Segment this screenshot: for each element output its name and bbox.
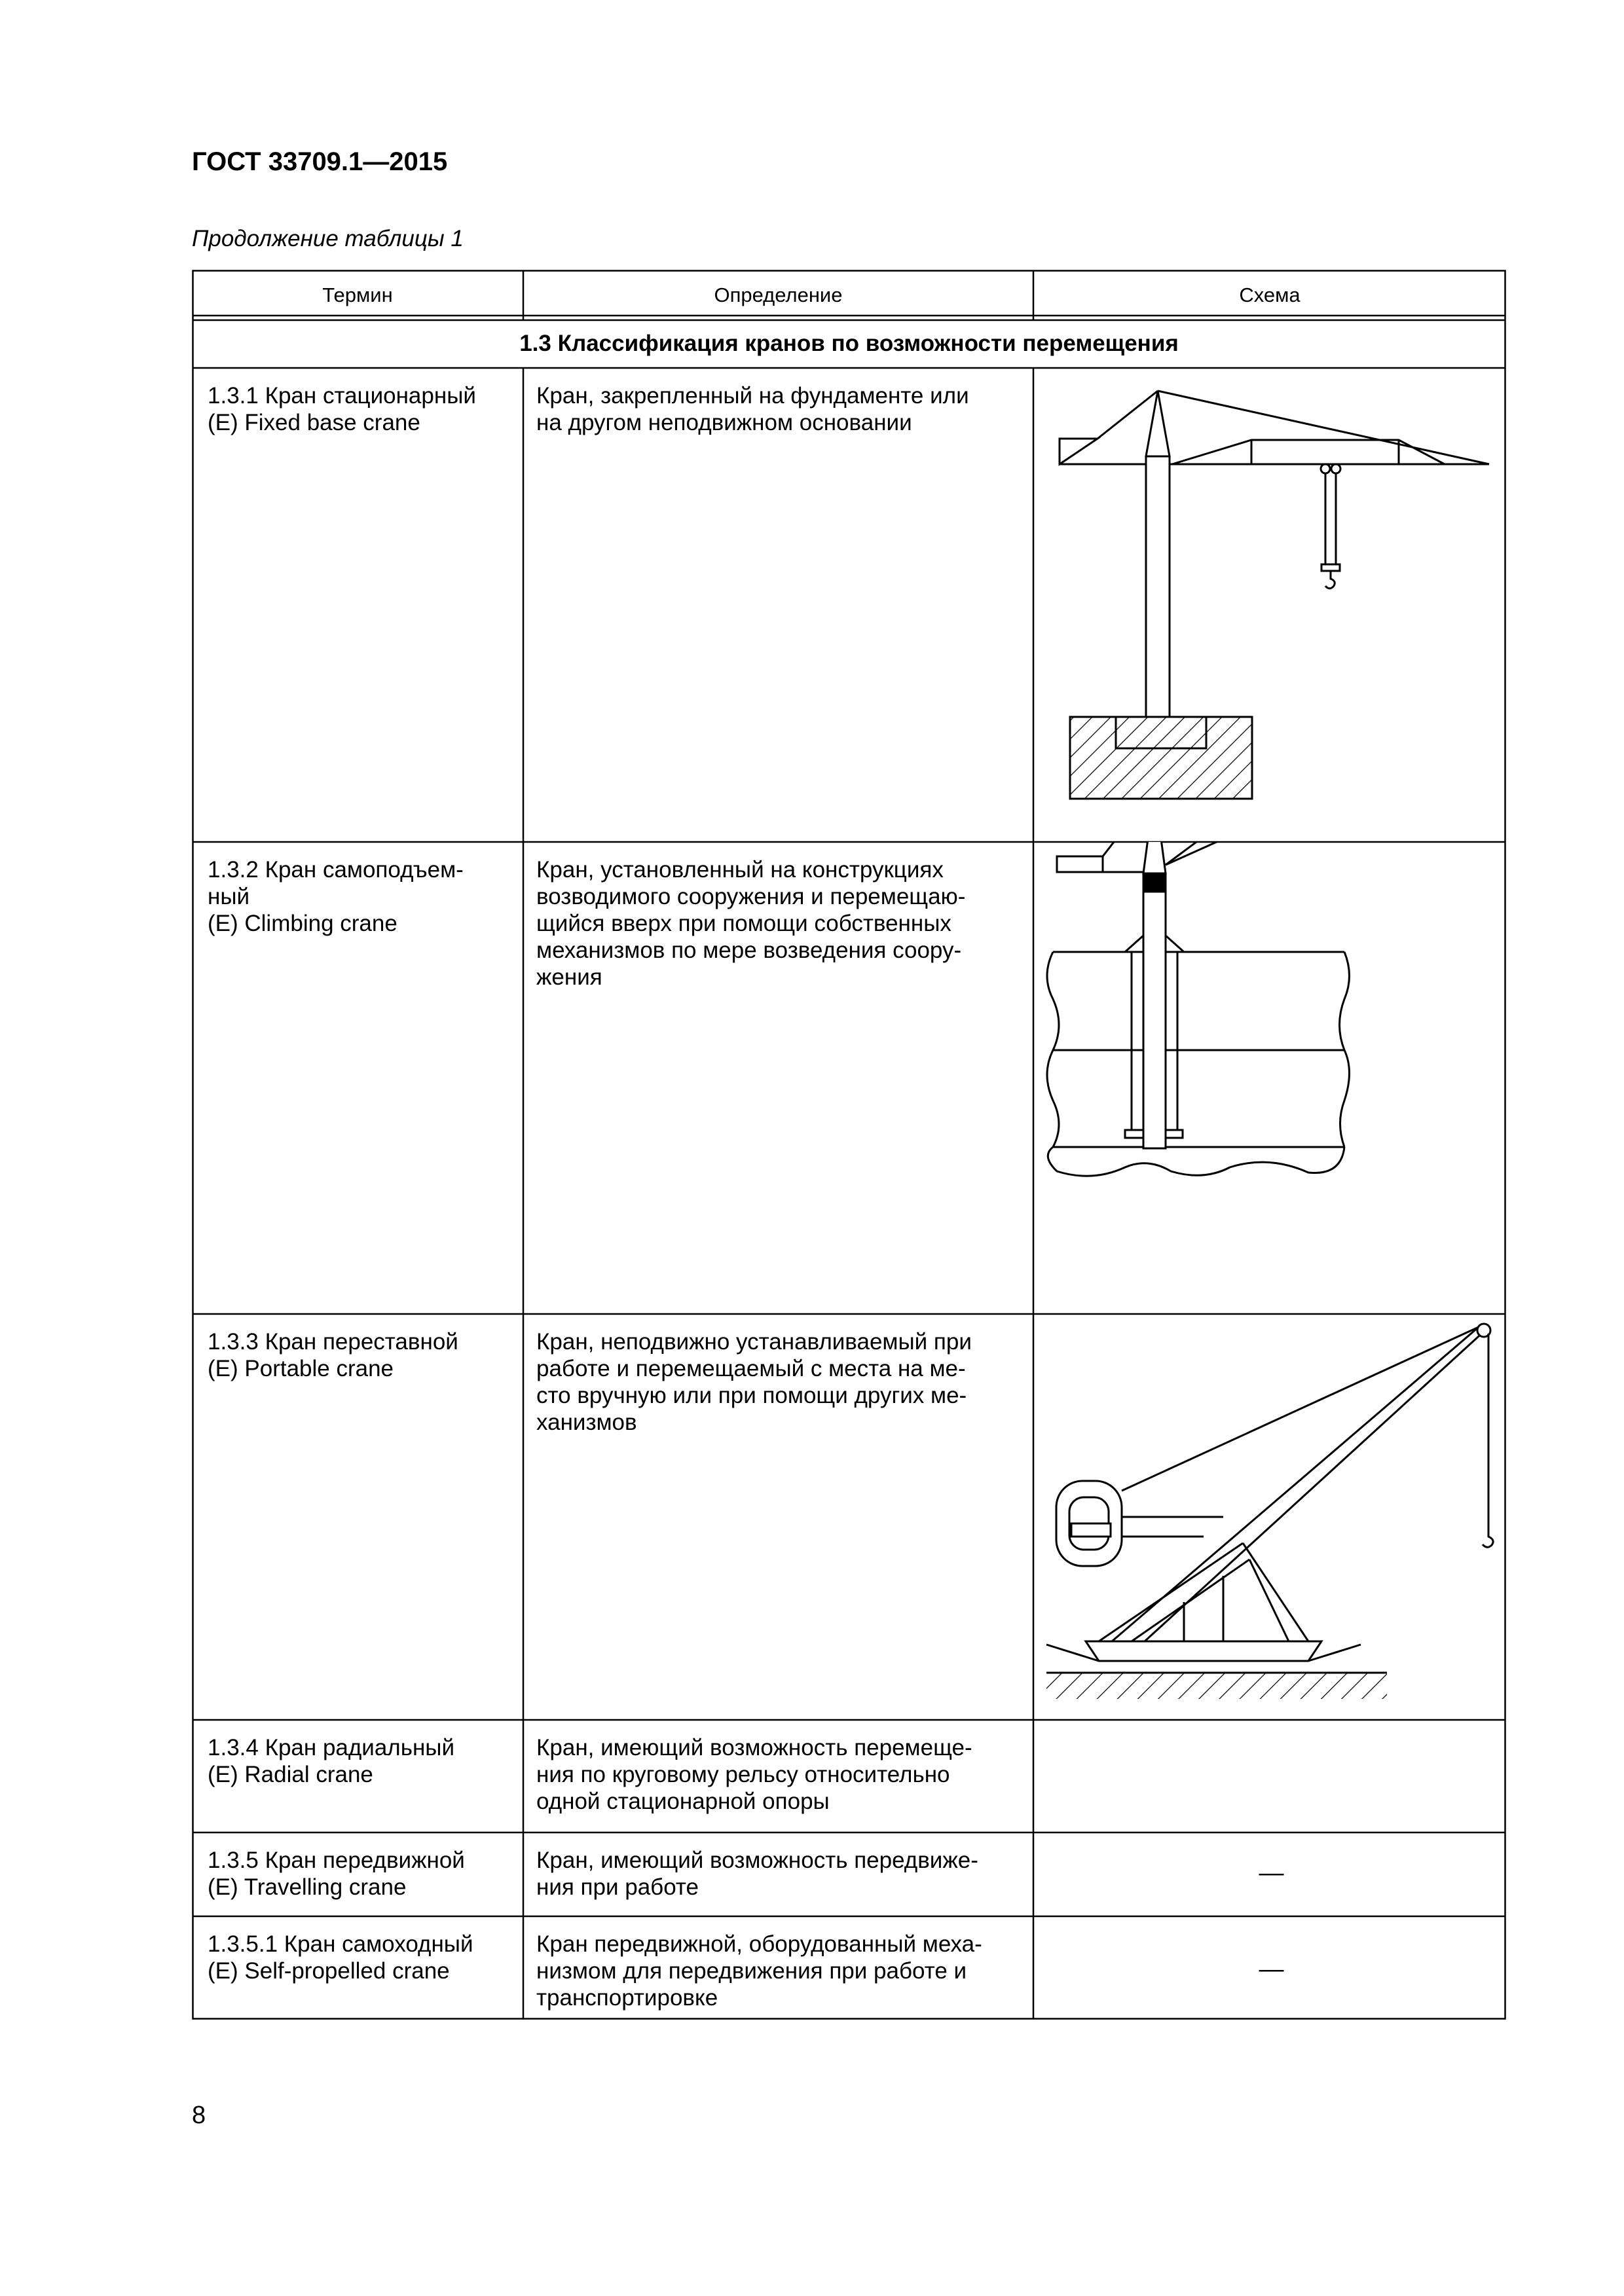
definition-1-3-5: Кран, имеющий возможность передвиже- ния при работе bbox=[536, 1848, 978, 1900]
climbing-crane-diagram bbox=[1033, 842, 1506, 1314]
column-header-definition: Определение bbox=[714, 283, 843, 306]
term-1-3-1: 1.3.1 Кран стационарный (E) Fixed base crane bbox=[208, 383, 476, 435]
definition-1-3-4: Кран, имеющий возможность перемеще- ния по круговому рельсу относительно одной стационарной опоры bbox=[536, 1735, 972, 1814]
document-id: ГОСТ 33709.1—2015 bbox=[192, 147, 448, 176]
column-header-term: Термин bbox=[322, 283, 393, 306]
column-header-scheme: Схема bbox=[1239, 283, 1301, 306]
term-1-3-4: 1.3.4 Кран радиальный (E) Radial crane bbox=[208, 1735, 455, 1787]
fixed-base-crane-diagram bbox=[1033, 368, 1506, 842]
page-number: 8 bbox=[192, 2102, 206, 2129]
terms-table bbox=[192, 270, 1506, 2020]
definition-1-3-5-1: Кран передвижной, оборудованный меха- низмом для передвижения при работе и транспортировке bbox=[536, 1931, 982, 2011]
portable-crane-diagram bbox=[1033, 1314, 1506, 1720]
scheme-dash-1-3-5-1: — bbox=[1259, 1956, 1284, 1983]
section-title: 1.3 Классификация кранов по возможности перемещения bbox=[519, 331, 1179, 356]
term-1-3-2: 1.3.2 Кран самоподъем- ный (E) Climbing crane bbox=[208, 857, 464, 936]
definition-1-3-3: Кран, неподвижно устанавливаемый при работе и перемещаемый с места на ме- сто вручную или при помощи других ме- ханизмов bbox=[536, 1329, 972, 1435]
term-1-3-3: 1.3.3 Кран переставной (E) Portable crane bbox=[208, 1329, 458, 1381]
term-1-3-5-1: 1.3.5.1 Кран самоходный (E) Self-propelled crane bbox=[208, 1931, 473, 1984]
table-continuation-caption: Продолжение таблицы 1 bbox=[192, 226, 464, 251]
scheme-dash-1-3-5: — bbox=[1259, 1859, 1284, 1887]
definition-1-3-1: Кран, закрепленный на фундаменте или на другом неподвижном основании bbox=[536, 383, 969, 435]
definition-1-3-2: Кран, установленный на конструкциях возводимого сооружения и перемещаю- щийся вверх при помощи собственных механизмов по мере возведения соору- жения bbox=[536, 857, 966, 990]
term-1-3-5: 1.3.5 Кран передвижной (E) Travelling crane bbox=[208, 1848, 465, 1900]
